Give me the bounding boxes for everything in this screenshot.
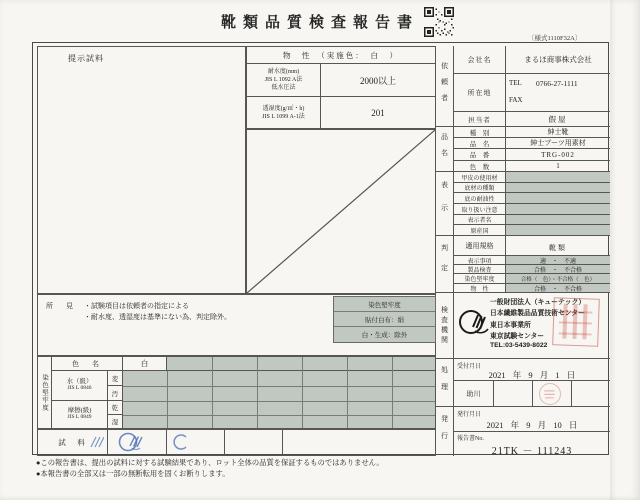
scan-edge [610,0,616,500]
agency-line: 東京試験センター [490,333,545,340]
judgment-row-label: 染色堅牢度 [454,274,506,284]
footer-note: ●本報告書の全部又は一部の無断転用を固くお断りします。 [36,469,230,478]
blue-hatch-stamp-icon [88,435,104,449]
fastness-vertical-label: 染色堅牢度 [38,357,52,428]
cell-divider [282,430,283,455]
findings-line: ・耐水度、透湿度は基準にない為、判定除外。 [84,313,231,321]
requester-vertical-label: 依頼者 [436,46,454,127]
judgment-row-label: 製品検査 [454,265,506,274]
sample-stamp-row [37,429,436,456]
labeling-row-value [506,193,610,204]
judgment-row-value: 合格 ・ 不合格 [506,265,610,274]
processing-staff: 助川 [466,389,481,398]
page-title: 靴類品質検査報告書 [220,15,419,31]
grid-line [167,371,168,428]
grid-line [123,415,435,416]
cell-divider [224,430,225,455]
test-name: 透湿度(g/㎡・h) [262,106,305,112]
sub-change: 変 [108,371,123,386]
report-number-cell [454,432,610,456]
moisture-permeability-label-cell [247,97,321,128]
grid-line [123,386,435,387]
processing-stamp-row [454,381,610,407]
labeling-row-label: 底材の種類 [454,183,506,193]
company-name: まるほ商事株式会社 [506,46,610,74]
received-date-cell [454,359,610,381]
judgment-row-value: 適 ・ 不適 [506,256,610,265]
fastness-note-box [333,296,436,343]
grid-line [302,357,303,428]
labeling-row-value [506,172,610,183]
agency-vertical-label: 検査機関 [436,293,454,359]
received-date: 2021 年 9 月 1 日 [488,370,576,380]
report-number: 21TK － 111243 [491,446,573,457]
judgment-vertical-label: 判定 [436,236,454,293]
tel-number: 0766-27-1111 [536,79,578,88]
product-name-value: 紳士ブーツ用素材 [506,138,610,149]
judgment-row-label: 物 性 [454,284,506,293]
standard-value-cell [506,236,610,256]
diagonal-line [247,130,435,293]
product-vertical-label: 品名 [436,127,454,172]
physical-properties-table [246,46,436,129]
sub-stain: 汚 [108,386,123,401]
grid-line [257,357,258,428]
water-resistance-label-cell [247,64,321,97]
sub-dry: 乾 [108,401,123,415]
water-grade-label-cell [52,371,108,401]
labeling-row-value [506,225,610,236]
red-square-seal-icon [552,297,600,347]
company-label: 会社名 [454,46,506,74]
judgment-row-value: 合格 ・ 不合格 [506,284,610,293]
labeling-row-value [506,204,610,215]
qtec-logo-icon [457,307,489,339]
findings-line: ・試験項目は依頼者の指定による [84,302,189,310]
color-name-header: 色 名 [52,357,123,371]
water-grade-label: 水（級） [66,378,93,385]
sample-label: 試 料 [38,430,108,455]
grid-line [392,357,393,428]
agency-cell [454,293,610,359]
agency-tel: TEL:03-5439-8022 [490,342,548,349]
labeling-row-label: 甲皮の使用材 [454,172,506,183]
fastness-note-title: 染色堅牢度 [334,297,435,312]
type-value: 紳士靴 [506,127,610,138]
fastness-table [37,356,436,429]
fax-label: FAX [509,96,523,104]
color-value-white: 白 [123,357,167,371]
labeling-row-value [506,215,610,225]
report-number-label: 報告書No. [457,436,484,442]
presented-sample-label: 提示試料 [68,54,104,63]
fastness-note-line: 貼付白布：絹 [334,312,435,327]
standard-value: 靴類 [549,244,567,252]
tel-label: TEL [509,79,522,87]
agency-line: 東日本事業所 [490,322,531,329]
rubbing-grade-label: 摩擦(級) [67,407,92,414]
physical-header: 物 性 （実施色： 白 ） [247,47,435,64]
address-cell [506,74,610,112]
test-method: JIS L 1092 A法 [264,77,303,83]
rubbing-grade-label-cell [52,401,108,428]
sub-wet: 湿 [108,415,123,428]
product-number-label: 品 番 [454,149,506,161]
judgment-row-label: 表示事項 [454,256,506,265]
type-label: 種 別 [454,127,506,138]
grid-line [347,357,348,428]
red-round-seal-icon [539,383,561,405]
qr-code-icon [424,7,454,37]
cell-divider [532,381,533,406]
blue-arc-stamp-icon [172,433,190,451]
fastness-note-line: 白・生成：除外 [334,327,435,342]
cell-divider [493,381,494,406]
contact-label: 担当者 [454,112,506,127]
water-resistance-value: 2000以上 [321,64,435,97]
presented-sample-box [37,46,246,294]
judgment-row-value: 合格（ 色）・不合格（ 色） [506,274,610,284]
product-name-label: 品 名 [454,138,506,149]
cell-divider [166,430,167,455]
received-date-label: 受付月日 [457,364,482,370]
labeling-row-label: 表示者名 [454,215,506,225]
labeling-vertical-label: 表示 [436,172,454,236]
fastness-data-area [123,371,435,428]
labeling-row-value [506,183,610,193]
standard-label: 適用規格 [454,236,506,256]
agency-line: 日本繊維製品品質技術センター [490,310,585,317]
moisture-permeability-value: 201 [371,107,385,118]
address-label: 所在地 [454,74,506,112]
rubbing-grade-jis: JIS L 0849 [67,414,92,420]
labeling-row-label: 原産国 [454,225,506,236]
labeling-row-label: 底の耐油性 [454,193,506,204]
issue-vertical-label: 発行 [436,407,454,456]
findings-label: 所 見 [46,302,76,310]
test-method2: 低水圧法 [271,85,296,91]
cell-divider [571,381,572,406]
labeling-row-label: 取り扱い注意 [454,204,506,215]
blue-circle-stamp-icon [118,431,143,454]
footer-note: ●この報告書は、提出の試料に対する試験結果であり、ロット全体の品質を保証するものではありません。 [36,458,384,467]
product-number-value: TRG-002 [506,149,610,161]
contact-name: 假屋 [506,112,610,127]
water-grade-jis: JIS L 0846 [67,385,92,391]
color-count-value: 1 [506,161,610,172]
empty-crossed-box [246,129,436,294]
test-method: JIS L 1099 A-1法 [262,114,305,120]
issued-date-cell [454,407,610,432]
issued-date: 2021 年 9 月 10 日 [486,420,578,430]
color-count-label: 色 数 [454,161,506,172]
grid-line [123,401,435,402]
test-name: 耐水度(mm) [267,69,300,75]
grid-line [212,357,213,428]
form-code: 〔様式1110F32A〕 [528,35,582,42]
issued-date-label: 発行月日 [457,412,482,418]
processing-vertical-label: 処理 [436,359,454,407]
main-form-box [32,42,609,455]
agency-line: 一般財団法人（キューテック） [490,299,586,306]
color-header-empty-cells [167,357,435,371]
